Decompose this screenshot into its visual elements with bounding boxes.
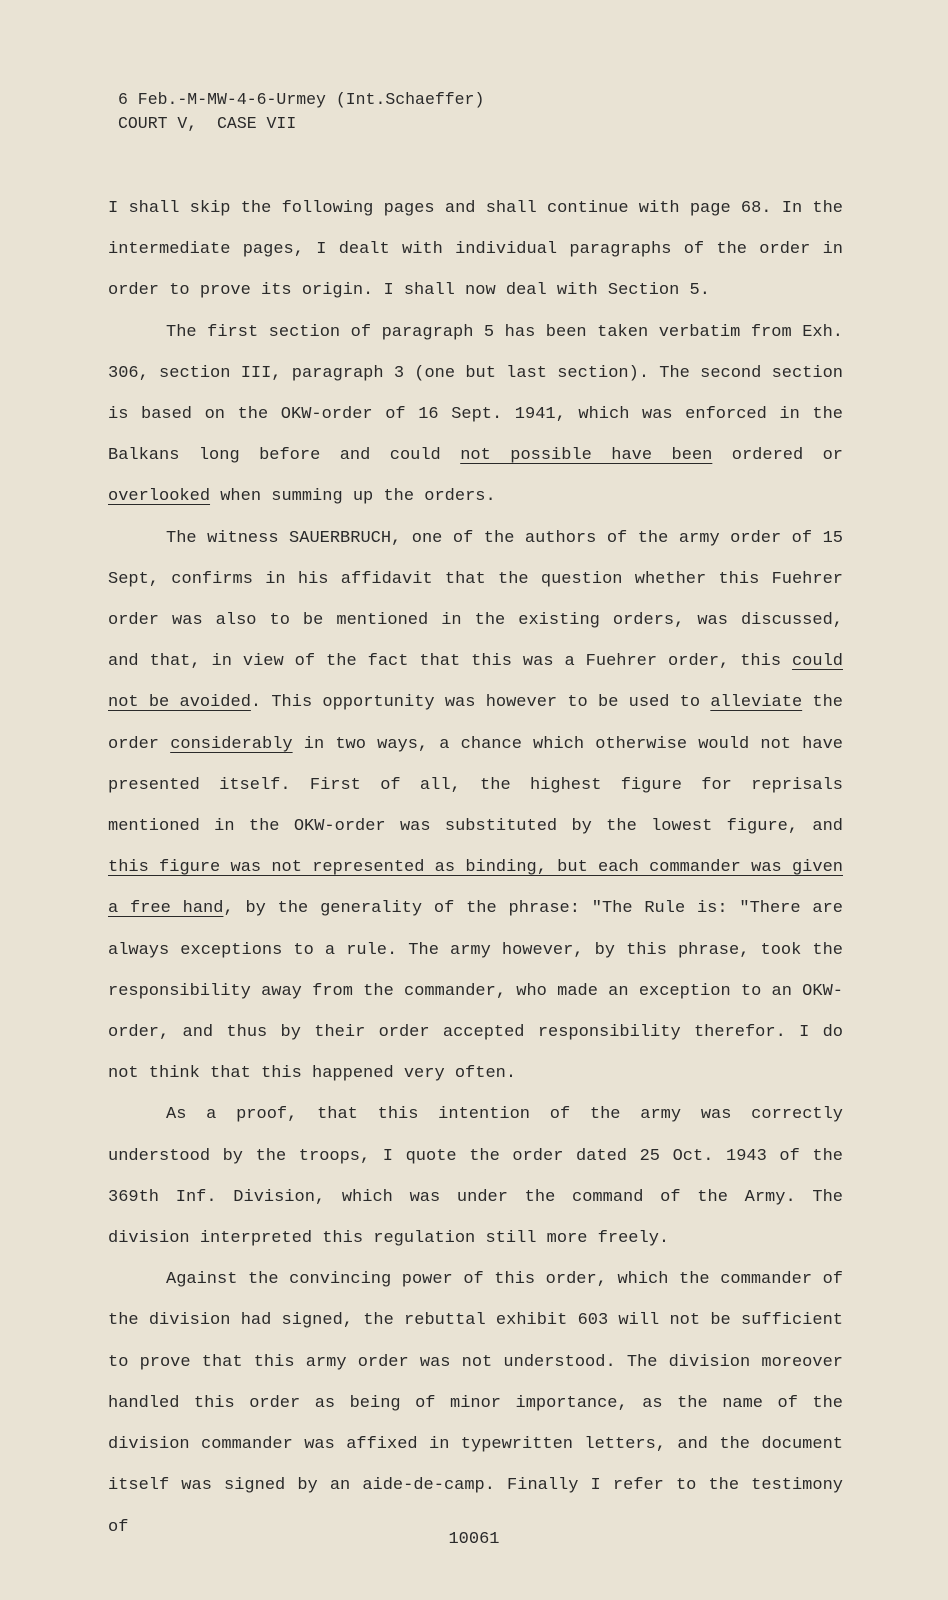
underlined-text: alleviate [710, 693, 803, 713]
underlined-text: considerably [170, 734, 293, 754]
document-body [108, 188, 843, 1548]
underlined-text: this figure was not represented as binding, but each commander was given a free hand [108, 858, 843, 919]
text-segment: . This opportunity was however to be used to [250, 693, 711, 713]
header-line-2: COURT V, CASE VII [118, 114, 297, 133]
underlined-text: could not be avoided [108, 652, 843, 713]
paragraph-3 [108, 518, 843, 1095]
paragraph-4 [108, 1094, 843, 1259]
text-segment: I shall skip the following pages and shall continue with page 68. In the intermediate pages, I dealt with individual paragraphs of the order in order to prove its origin. I shall now deal with Section 5. [108, 199, 843, 301]
text-segment: when summing up the orders. [210, 487, 496, 507]
underlined-text: not possible have been [460, 446, 713, 466]
text-segment: ordered or [712, 446, 844, 466]
text-segment: Against the convincing power of this order, which the commander of the division had signed, the rebuttal exhibit 603 will not be sufficient to prove that this army order was not understood. The division moreover handled this order as being of minor importance, as the name of the division commander was affixed in typewritten letters, and the document itself was signed by an aide-de-camp. Finally I refer to the testimony of [108, 1270, 843, 1537]
text-segment: the order [108, 693, 844, 754]
page-number: 10061 [448, 1530, 500, 1549]
paragraph-1 [108, 188, 843, 312]
paragraph-2 [108, 312, 843, 518]
text-segment: The first section of paragraph 5 has been taken verbatim from Exh. 306, section III, paragraph 3 (one but last section). The second section is based on the OKW-order of 16 Sept. 1941, which was enforced in the Balkans long before and could [108, 322, 843, 466]
text-segment: in two ways, a chance which otherwise would not have presented itself. First of all, the highest figure for reprisals mentioned in the OKW-order was substituted by the lowest figure, and [108, 734, 843, 837]
header-line-1: 6 Feb.-M-MW-4-6-Urmey (Int.Schaeffer) [118, 90, 485, 109]
paragraph-5 [108, 1259, 843, 1547]
text-segment: , by the generality of the phrase: "The Rule is: "There are always exceptions to a rule. The army however, by this phrase, took the responsibility away from the commander, who made an exception to an OKW-order, and thus by their order accepted responsibility therefor. I do not think that this happened very often. [108, 899, 843, 1084]
document-header [118, 88, 484, 136]
underlined-text: overlooked [108, 487, 211, 507]
text-segment: As a proof, that this intention of the army was correctly understood by the troops, I quote the order dated 25 Oct. 1943 of the 369th Inf. Division, which was under the command of the Army. The division interpreted this regulation still more freely. [108, 1105, 843, 1249]
text-segment: The witness SAUERBRUCH, one of the authors of the army order of 15 Sept, confirms in his affidavit that the question whether this Fuehrer order was also to be mentioned in the existing orders, was discussed, and that, in view of the fact that this was a Fuehrer order, this [108, 528, 843, 672]
